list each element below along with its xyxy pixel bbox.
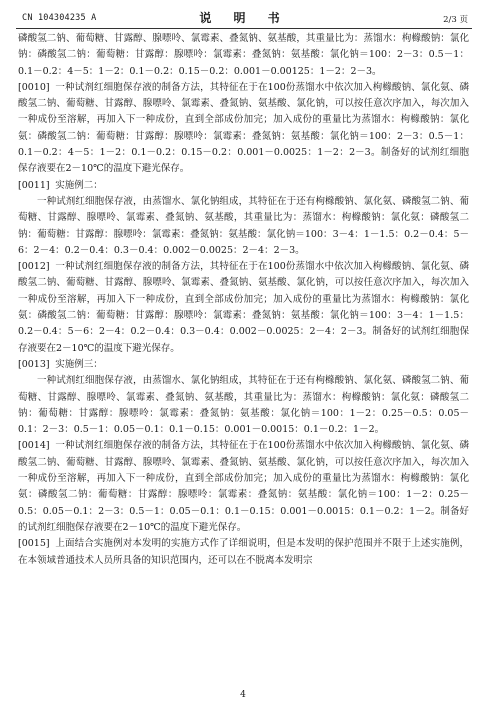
paragraph-0010 <box>18 80 469 178</box>
document-body <box>18 31 469 569</box>
paragraph-number: [0014] <box>18 440 50 452</box>
paragraph-0014 <box>18 438 469 536</box>
page-of-indicator: 2/3 页 <box>443 15 468 25</box>
paragraph-continuation <box>18 31 469 80</box>
section-heading: 实施例三： <box>55 358 103 370</box>
paragraph-text: 一种试剂红细胞保存液的制备方法，其特征在于在100份蒸馏水中依次加入枸橼酸钠、氯化氨、磷酸氢二钠、葡萄糖、甘露醇、腺嘌呤、氯霉素、叠氮钠、氨基酸、氯化钠，可以按任意次序加入，每次加入一种成份至溶解，再加入下一种成份，直到全部成份加完；加入成份的重量比为蒸馏水：枸橼酸钠：氯化氨：磷酸氢二钠：葡萄糖：甘露醇：腺嘌呤：氯霉素：叠氮钠：氨基酸：氯化钠＝100：2－3：0.5－1：0.1－0.2：4－5：1－2：0.1－0.2：0.15－0.2：0.001－0.0025：1－2：2－3。制备好的试剂红细胞保存液要在2－10℃的温度下避光保存。 <box>18 81 469 175</box>
page-footer <box>0 690 486 700</box>
section-heading: 实施例二： <box>55 179 103 191</box>
paragraph-number: [0010] <box>18 81 50 93</box>
paragraph-text: 一种试剂红细胞保存液的制备方法，其特征在于在100份蒸馏水中依次加入枸橼酸钠、氯化氨、磷酸氢二钠、葡萄糖、甘露醇、腺嘌呤、氯霉素、叠氮钠、氨基酸、氯化钠，可以按任意次序加入，每次加入一种成份至溶解，再加入下一种成份，直到全部成份加完；加入成份的重量比为蒸馏水：枸橼酸钠：氯化氨：磷酸氢二钠：葡萄糖：甘露醇：腺嘌呤：氯霉素：叠氮钠：氨基酸：氯化钠＝100：3－4：1－1.5：0.2－0.4：5－6：2－4：0.2－0.4：0.3－0.4：0.002－0.0025：2－4：2－3。制备好的试剂红细胞保存液要在2－10℃的温度下避光保存。 <box>18 261 469 354</box>
paragraph-number: [0015] <box>18 538 50 550</box>
paragraph-text: 磷酸氢二钠、葡萄糖、甘露醇、腺嘌呤、氯霉素、叠氮钠、氨基酸，其重量比为：蒸馏水：枸橼酸钠：氯化钠：磷酸氢二钠：葡萄糖：甘露醇：腺嘌呤：氯霉素：叠氮钠：氨基酸：氯化钠＝100：2－3：0.5－1：0.1－0.2：4－5：1－2：0.1－0.2：0.15－0.2：0.001－0.00125：1－2：2－3。 <box>18 33 469 77</box>
page-header <box>16 6 472 29</box>
paragraph-0015 <box>18 536 469 569</box>
paragraph-0011 <box>18 178 469 194</box>
paragraph-number: [0011] <box>18 179 50 191</box>
paragraph-number: [0013] <box>18 358 50 370</box>
paragraph-text: 上面结合实施例对本发明的实施方式作了详细说明，但是本发明的保护范围并不限于上述实施例，在本领域普通技术人员所具备的知识范围内，还可以在不脱离本发明宗 <box>18 538 469 566</box>
publication-number: CN 104304235 A <box>22 13 97 23</box>
paragraph-example-three <box>18 373 469 438</box>
paragraph-example-two <box>18 194 469 259</box>
paragraph-text: 一种试剂红细胞保存液的制备方法，其特征在于在100份蒸馏水中依次加入枸橼酸钠、氯化氨、磷酸氢二钠、葡萄糖、甘露醇、腺嘌呤、氯霉素、叠氮钠、氨基酸、氯化钠，可以按任意次序加入，每次加入一种成份至溶解，再加入下一种成份，直到全部成份加完；加入成份的重量比为蒸馏水：枸橼酸钠：氯化氨：磷酸氢二钠：葡萄糖：甘露醇：腺嘌呤：氯霉素：叠氮钠：氨基酸：氯化钠＝100：1－2：0.25－0.5：0.05－0.1：2－3：0.5－1：0.05－0.1：0.1－0.15：0.001－0.0015：0.1－0.2：1－2。制备好的试剂红细胞保存液要在2－10℃的温度下避光保存。 <box>18 440 469 533</box>
paragraph-0013 <box>18 357 469 373</box>
paragraph-number: [0012] <box>18 261 50 273</box>
paragraph-text: 一种试剂红细胞保存液，由蒸馏水、氯化钠组成，其特征在于还有枸橼酸钠、氯化氨、磷酸氢二钠、葡萄糖、甘露醇、腺嘌呤、氯霉素、叠氮钠、氨基酸，其重量比为：蒸馏水：枸橼酸钠：氯化氨：磷酸氢二钠：葡萄糖：甘露醇：腺嘌呤：氯霉素：叠氮钠：氨基酸：氯化钠＝100：3－4：1－1.5：0.2－0.4：5－6：2－4：0.2－0.4：0.3－0.4：0.002－0.0025：2－4：2－3。 <box>18 195 469 256</box>
paragraph-text: 一种试剂红细胞保存液，由蒸馏水、氯化钠组成，其特征在于还有枸橼酸钠、氯化氨、磷酸氢二钠、葡萄糖、甘露醇、腺嘌呤、氯霉素、叠氮钠、氨基酸，其重量比为：蒸馏水：枸橼酸钠：氯化氨：磷酸氢二钠：葡萄糖：甘露醇：腺嘌呤：氯霉素：叠氮钠：氨基酸：氯化钠＝100：1－2：0.25－0.5：0.05－0.1：2－3：0.5－1：0.05－0.1：0.1－0.15：0.001－0.0015：0.1－0.2：1－2。 <box>18 375 469 436</box>
page-number: 4 <box>240 690 246 700</box>
document-title: 说 明 书 <box>199 11 289 25</box>
paragraph-0012 <box>18 259 469 357</box>
